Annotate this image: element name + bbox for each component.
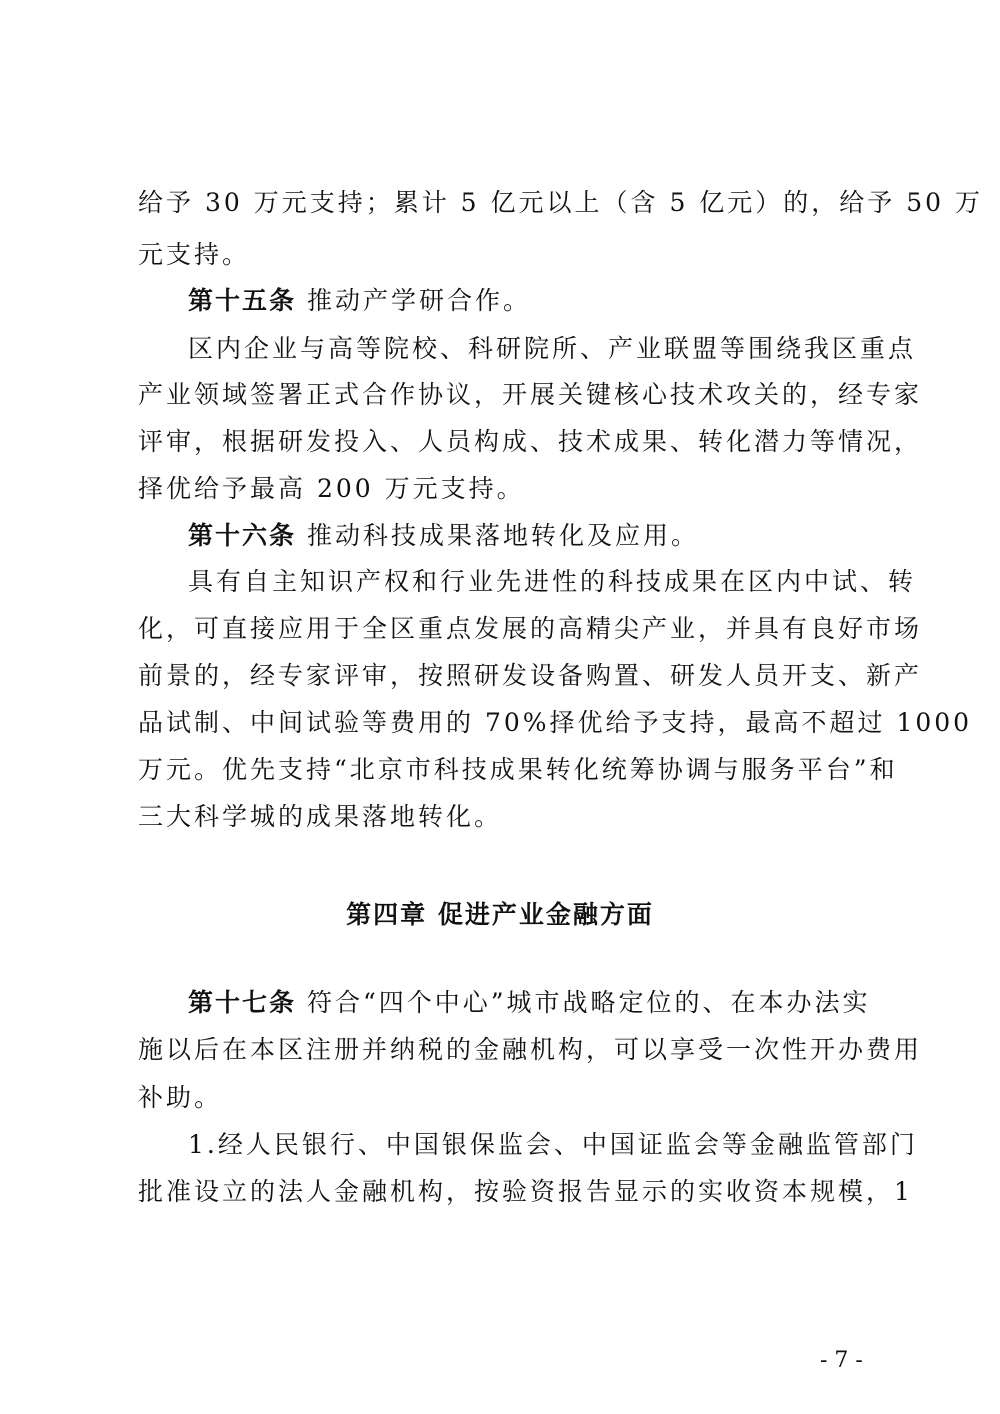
body-line: 前景的，经专家评审，按照研发设备购置、研发人员开支、新产	[138, 661, 923, 690]
article-15	[188, 286, 878, 316]
chapter-heading: 第四章 促进产业金融方面	[346, 900, 654, 929]
body-line: 补助。	[138, 1083, 223, 1112]
article-16	[188, 521, 878, 551]
body-line: 给予 30 万元支持；累计 5 亿元以上（含 5 亿元）的，给予 50 万	[138, 188, 984, 217]
body-line: 施以后在本区注册并纳税的金融机构，可以享受一次性开办费用	[138, 1035, 923, 1064]
page-number: - 7 -	[820, 1348, 863, 1373]
body-line: 具有自主知识产权和行业先进性的科技成果在区内中试、转	[188, 567, 917, 596]
body-line: 元支持。	[138, 240, 251, 269]
article-title: 第十五条	[188, 286, 297, 315]
body-line: 评审，根据研发投入、人员构成、技术成果、转化潜力等情况，	[138, 427, 923, 456]
article-text: 符合“四个中心”城市战略定位的、在本办法实	[306, 988, 871, 1017]
body-line: 品试制、中间试验等费用的 70%择优给予支持，最高不超过 1000	[138, 708, 973, 737]
body-line: 三大科学城的成果落地转化。	[138, 802, 503, 831]
article-title: 第十七条	[188, 988, 297, 1017]
article-17	[188, 988, 878, 1018]
body-line: 化，可直接应用于全区重点发展的高精尖产业，并具有良好市场	[138, 614, 923, 643]
body-line: 批准设立的法人金融机构，按验资报告显示的实收资本规模，1	[138, 1177, 913, 1206]
body-line: 产业领域签署正式合作协议，开展关键核心技术攻关的，经专家	[138, 380, 923, 409]
article-text: 推动科技成果落地转化及应用。	[306, 521, 699, 550]
body-line: 择优给予最高 200 万元支持。	[138, 474, 525, 503]
body-line: 区内企业与高等院校、科研院所、产业联盟等围绕我区重点	[188, 334, 917, 363]
article-title: 第十六条	[188, 521, 297, 550]
body-line: 万元。优先支持“北京市科技成果转化统筹协调与服务平台”和	[138, 755, 898, 784]
article-text: 推动产学研合作。	[306, 286, 531, 315]
body-line: 1.经人民银行、中国银保监会、中国证监会等金融监管部门	[188, 1130, 918, 1159]
